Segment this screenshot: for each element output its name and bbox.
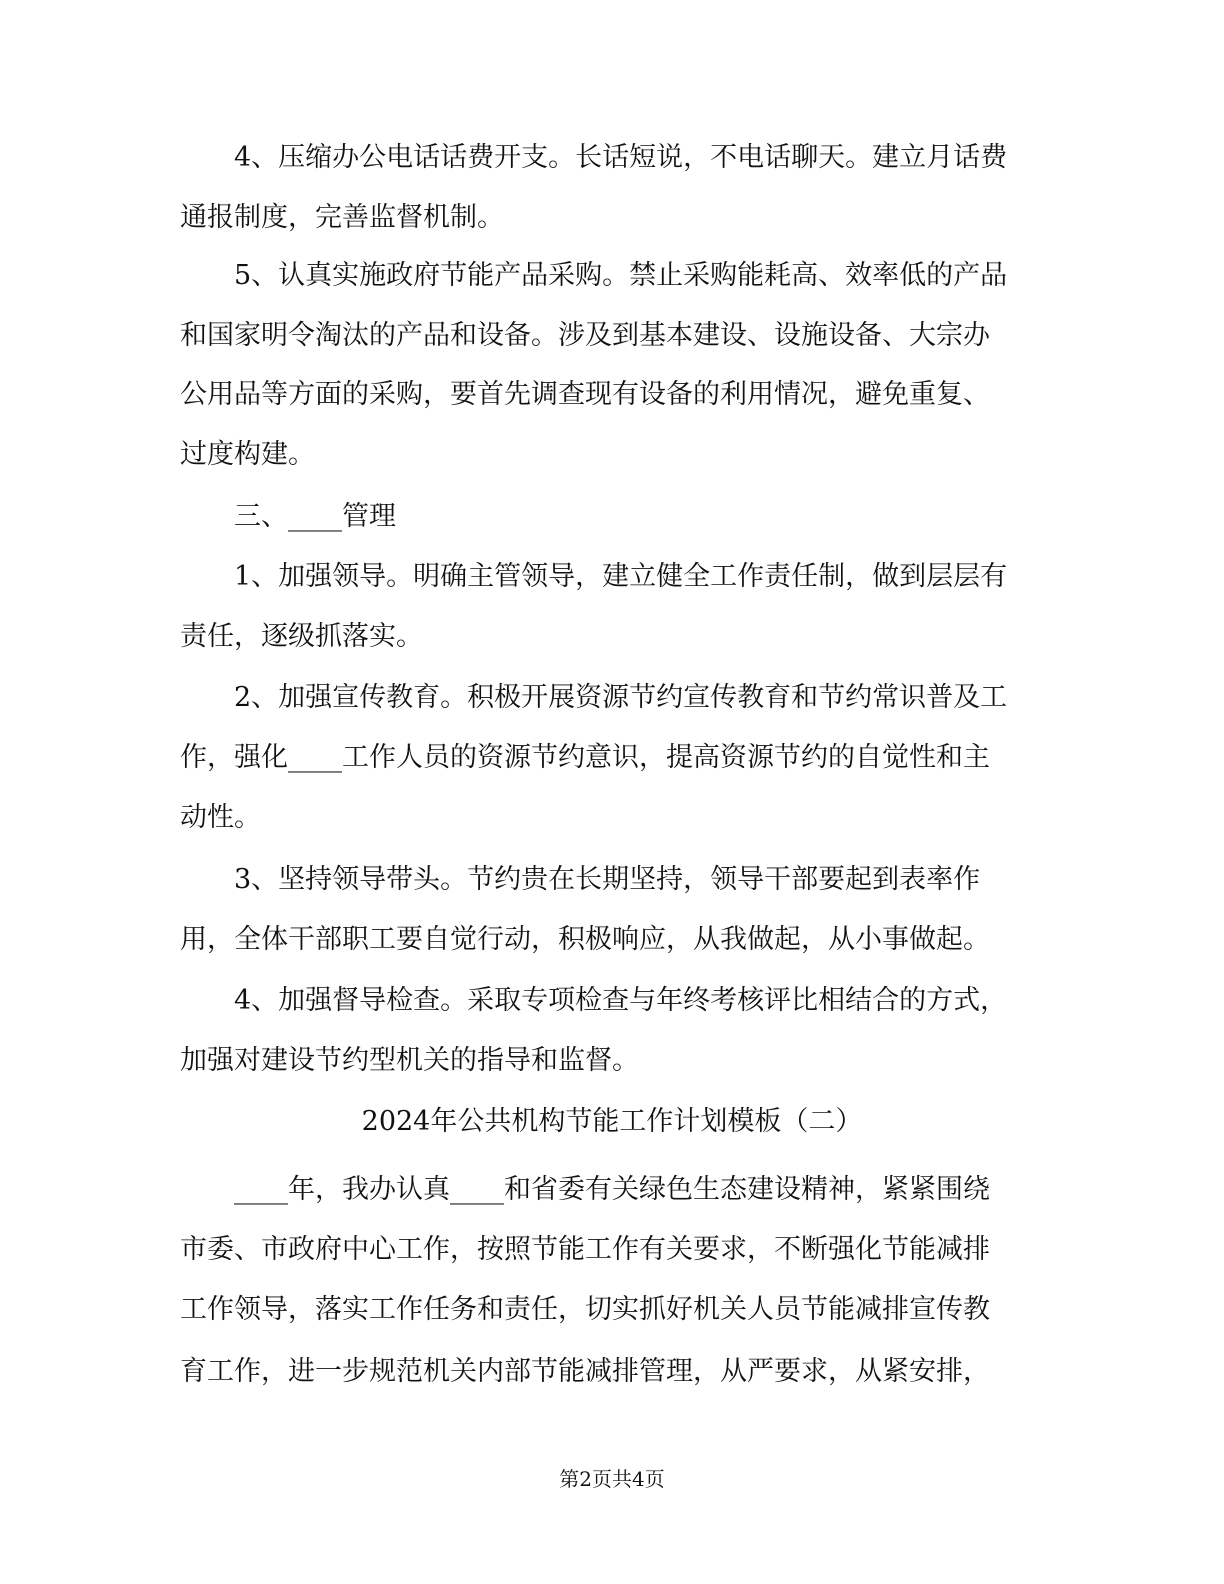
text-line: 育工作，进一步规范机关内部节能减排管理，从严要求，从紧安排， (180, 1356, 990, 1387)
text-line: 责任，逐级抓落实。 (180, 621, 423, 652)
text-line: 和国家明令淘汰的产品和设备。涉及到基本建设、设施设备、大宗办 (180, 320, 990, 351)
text-line: 3、坚持领导带头。节约贵在长期坚持，领导干部要起到表率作 (180, 864, 981, 895)
text-line: 公用品等方面的采购，要首先调查现有设备的利用情况，避免重复、 (180, 379, 990, 410)
text-line: 市委、市政府中心工作，按照节能工作有关要求，不断强化节能减排 (180, 1234, 990, 1265)
section-title: 2024年公共机构节能工作计划模板（二） (361, 1106, 863, 1137)
text-line: 1、加强领导。明确主管领导，建立健全工作责任制，做到层层有 (180, 561, 1008, 592)
text-line: 4、加强督导检查。采取专项检查与年终考核评比相结合的方式， (180, 985, 1008, 1016)
page-number: 第2页共4页 (559, 1467, 665, 1491)
text-line: 工作领导，落实工作任务和责任，切实抓好机关人员节能减排宣传教 (180, 1294, 990, 1325)
text-line: 5、认真实施政府节能产品采购。禁止采购能耗高、效率低的产品 (180, 260, 1008, 291)
text-line: 用，全体干部职工要自觉行动，积极响应，从我做起，从小事做起。 (180, 924, 990, 955)
text-line: 过度构建。 (180, 439, 315, 470)
text-line: 动性。 (180, 802, 261, 833)
text-line: 加强对建设节约型机关的指导和监督。 (180, 1045, 639, 1076)
text-line: 通报制度，完善监督机制。 (180, 202, 504, 233)
text-line: 4、压缩办公电话话费开支。长话短说，不电话聊天。建立月话费 (180, 142, 1008, 173)
section-heading: 三、____管理 (180, 501, 396, 532)
text-line: 2、加强宣传教育。积极开展资源节约宣传教育和节约常识普及工 (180, 682, 1008, 713)
text-line: ____年，我办认真____和省委有关绿色生态建设精神，紧紧围绕 (180, 1174, 990, 1205)
text-line: 作，强化____工作人员的资源节约意识，提高资源节约的自觉性和主 (180, 742, 990, 773)
